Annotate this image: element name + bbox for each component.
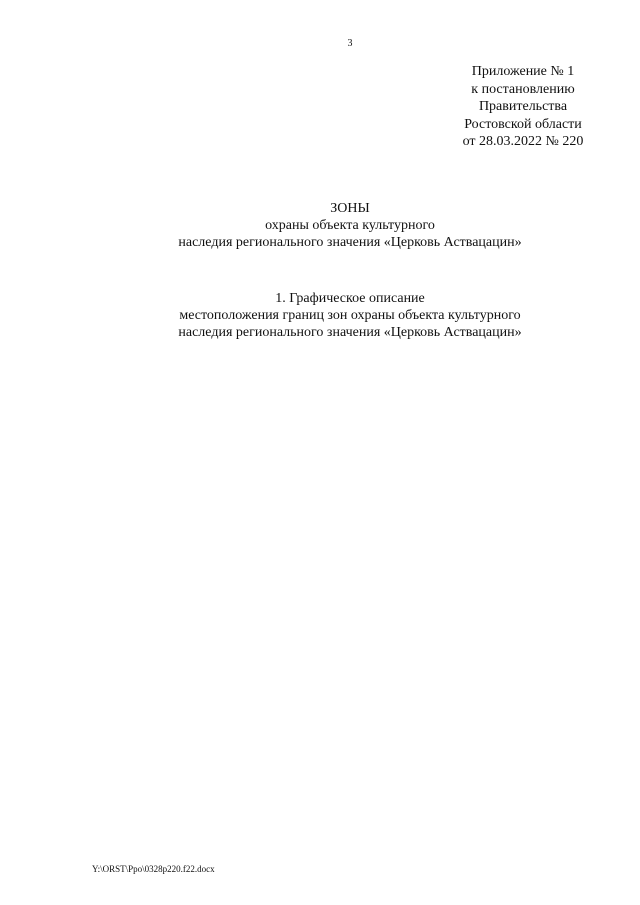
appendix-line: Ростовской области bbox=[464, 116, 582, 132]
section-heading bbox=[0, 290, 640, 341]
title-heading: ЗОНЫ bbox=[330, 201, 370, 216]
document-title bbox=[0, 200, 640, 251]
section-line: местоположения границ зон охраны объекта культурного bbox=[179, 308, 521, 323]
section-line: 1. Графическое описание bbox=[275, 291, 425, 306]
appendix-header bbox=[448, 63, 598, 151]
appendix-line: от 28.03.2022 № 220 bbox=[462, 134, 584, 149]
page-number: 3 bbox=[347, 38, 353, 49]
title-line: охраны объекта культурного bbox=[265, 218, 435, 233]
appendix-line: Приложение № 1 bbox=[471, 64, 575, 79]
appendix-line: Правительства bbox=[478, 99, 568, 114]
title-line: наследия регионального значения «Церковь Аствацацин» bbox=[178, 235, 522, 250]
appendix-line: к постановлению bbox=[471, 81, 575, 97]
footer-file-path: Y:\ORST\Ppo\0328p220.f22.docx bbox=[92, 864, 215, 874]
section-line: наследия регионального значения «Церковь Аствацацин» bbox=[178, 325, 522, 340]
